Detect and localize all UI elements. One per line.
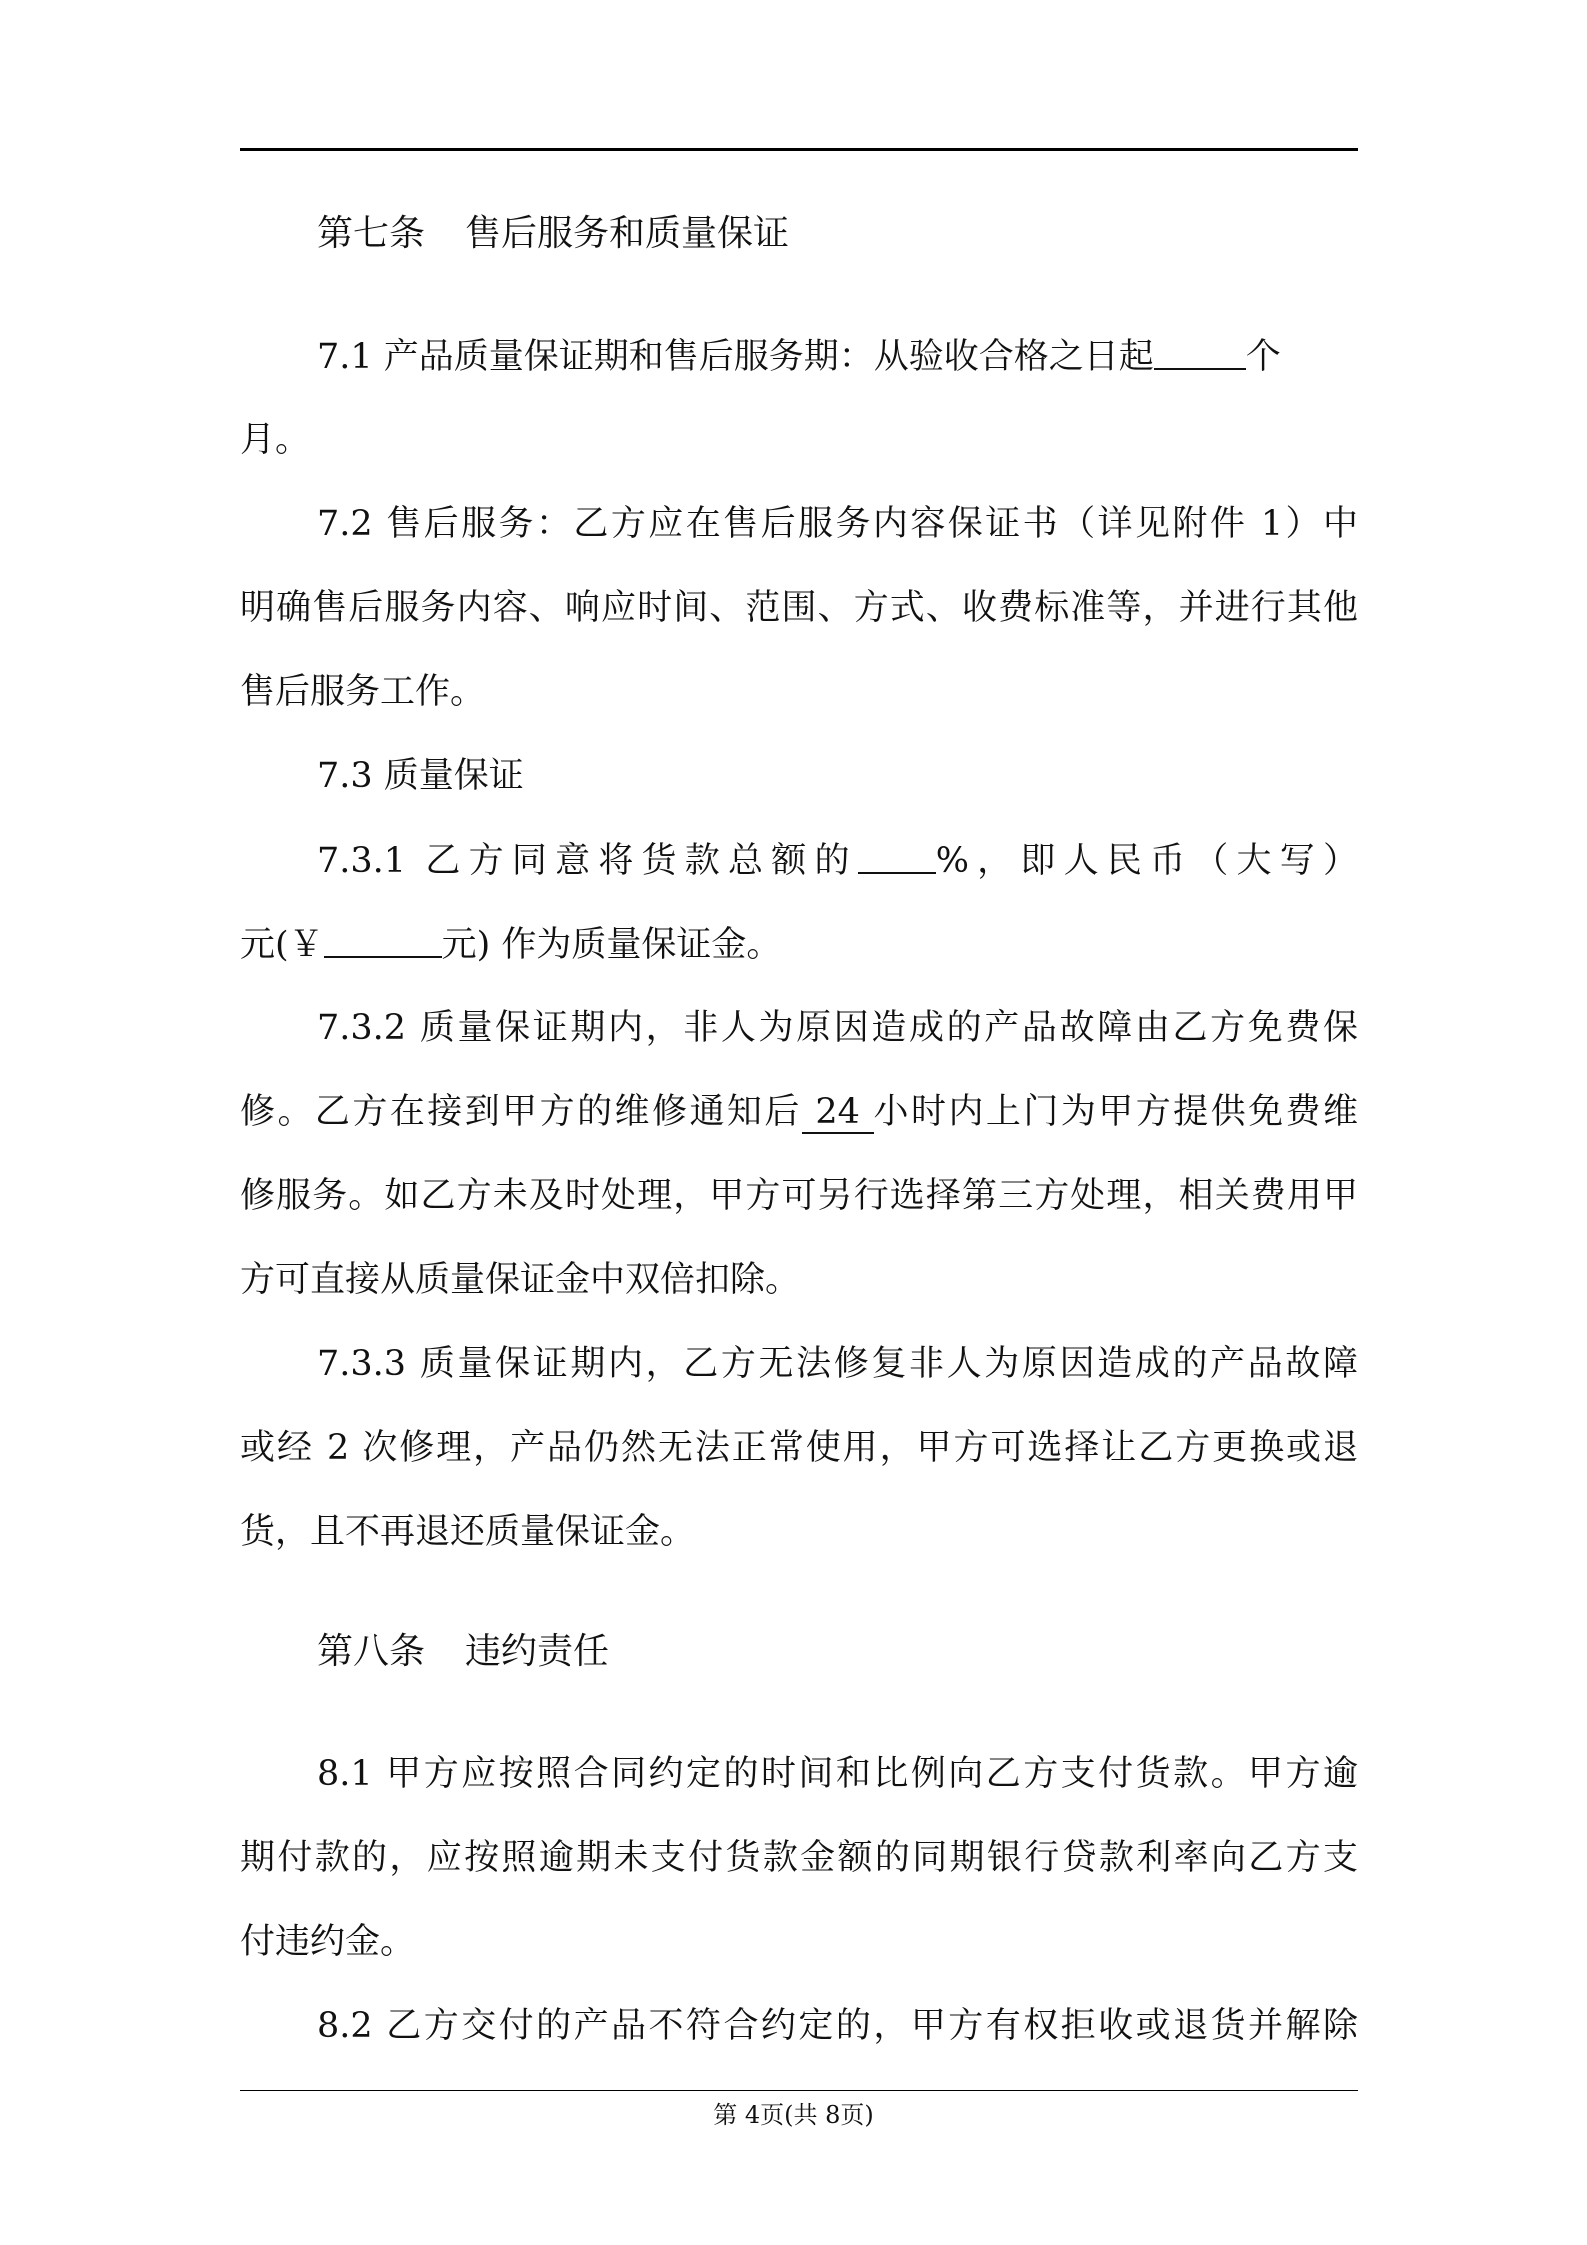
- paragraph-7-3-3-line-2: 或经 2 次修理，产品仍然无法正常使用，甲方可选择让乙方更换或退: [240, 1428, 1358, 1468]
- section-title: 售后服务和质量保证: [465, 213, 790, 254]
- paragraph-8-2-line-1: 8.2 乙方交付的产品不符合约定的，甲方有权拒收或退货并解除: [317, 2006, 1358, 2046]
- text: 个: [1245, 337, 1281, 377]
- section-heading-7: [317, 212, 789, 256]
- paragraph-8-1-line-3: 付违约金。: [240, 1922, 416, 1962]
- text: 小时内上门为甲方提供免费维: [873, 1092, 1358, 1132]
- section-number: 第八条: [317, 1631, 426, 1672]
- paragraph-7-3-2-line-1: 7.3.2 质量保证期内，非人为原因造成的产品故障由乙方免费保: [317, 1008, 1358, 1048]
- text: 7.1 产品质量保证期和售后服务期：从验收合格之日起: [317, 337, 1154, 377]
- page-number: 第 4页(共 8页): [713, 2101, 874, 2129]
- section-heading-8: [317, 1630, 609, 1674]
- paragraph-7-3-1-line-1: [317, 838, 1358, 883]
- paragraph-7-1-line-2: 月。: [240, 420, 311, 460]
- paragraph-7-2-line-2: 明确售后服务内容、响应时间、范围、方式、收费标准等，并进行其他: [240, 588, 1358, 628]
- paragraph-7-2-line-1: 7.2 售后服务：乙方应在售后服务内容保证书（详见附件 1）中: [317, 504, 1358, 544]
- paragraph-7-3-2-line-4: 方可直接从质量保证金中双倍扣除。: [240, 1260, 801, 1300]
- paragraph-7-1-line-1: [317, 334, 1358, 379]
- header-rule: [240, 148, 1358, 151]
- fill-in-blank: [858, 838, 936, 874]
- text: 7.3.1 乙方同意将货款总额的: [317, 841, 858, 881]
- paragraph-7-3-3-line-1: 7.3.3 质量保证期内，乙方无法修复非人为原因造成的产品故障: [317, 1344, 1358, 1384]
- section-title: 违约责任: [465, 1631, 610, 1672]
- underlined-value: [802, 1092, 874, 1134]
- hours-value: 24: [815, 1092, 860, 1132]
- text: %，即人民币（大写）: [935, 841, 1358, 881]
- text: 元(￥: [240, 925, 324, 965]
- paragraph-7-2-line-3: 售后服务工作。: [240, 672, 486, 712]
- paragraph-8-1-line-1: 8.1 甲方应按照合同约定的时间和比例向乙方支付货款。甲方逾: [317, 1754, 1358, 1794]
- text: 元) 作为质量保证金。: [441, 925, 782, 965]
- text: 修。乙方在接到甲方的维修通知后: [240, 1092, 802, 1132]
- paragraph-7-3-2-line-3: 修服务。如乙方未及时处理，甲方可另行选择第三方处理，相关费用甲: [240, 1176, 1358, 1216]
- section-number: 第七条: [317, 213, 426, 254]
- paragraph-7-3-3-line-3: 货，且不再退还质量保证金。: [240, 1512, 696, 1552]
- paragraph-7-3-1-line-2: [240, 922, 1358, 967]
- footer-rule: [240, 2090, 1358, 2091]
- paragraph-8-1-line-2: 期付款的，应按照逾期未支付货款金额的同期银行贷款利率向乙方支: [240, 1838, 1358, 1878]
- fill-in-blank: [1154, 334, 1246, 370]
- paragraph-7-3-title: 7.3 质量保证: [317, 756, 524, 796]
- fill-in-blank: [324, 922, 442, 958]
- paragraph-7-3-2-line-2: [240, 1090, 1358, 1134]
